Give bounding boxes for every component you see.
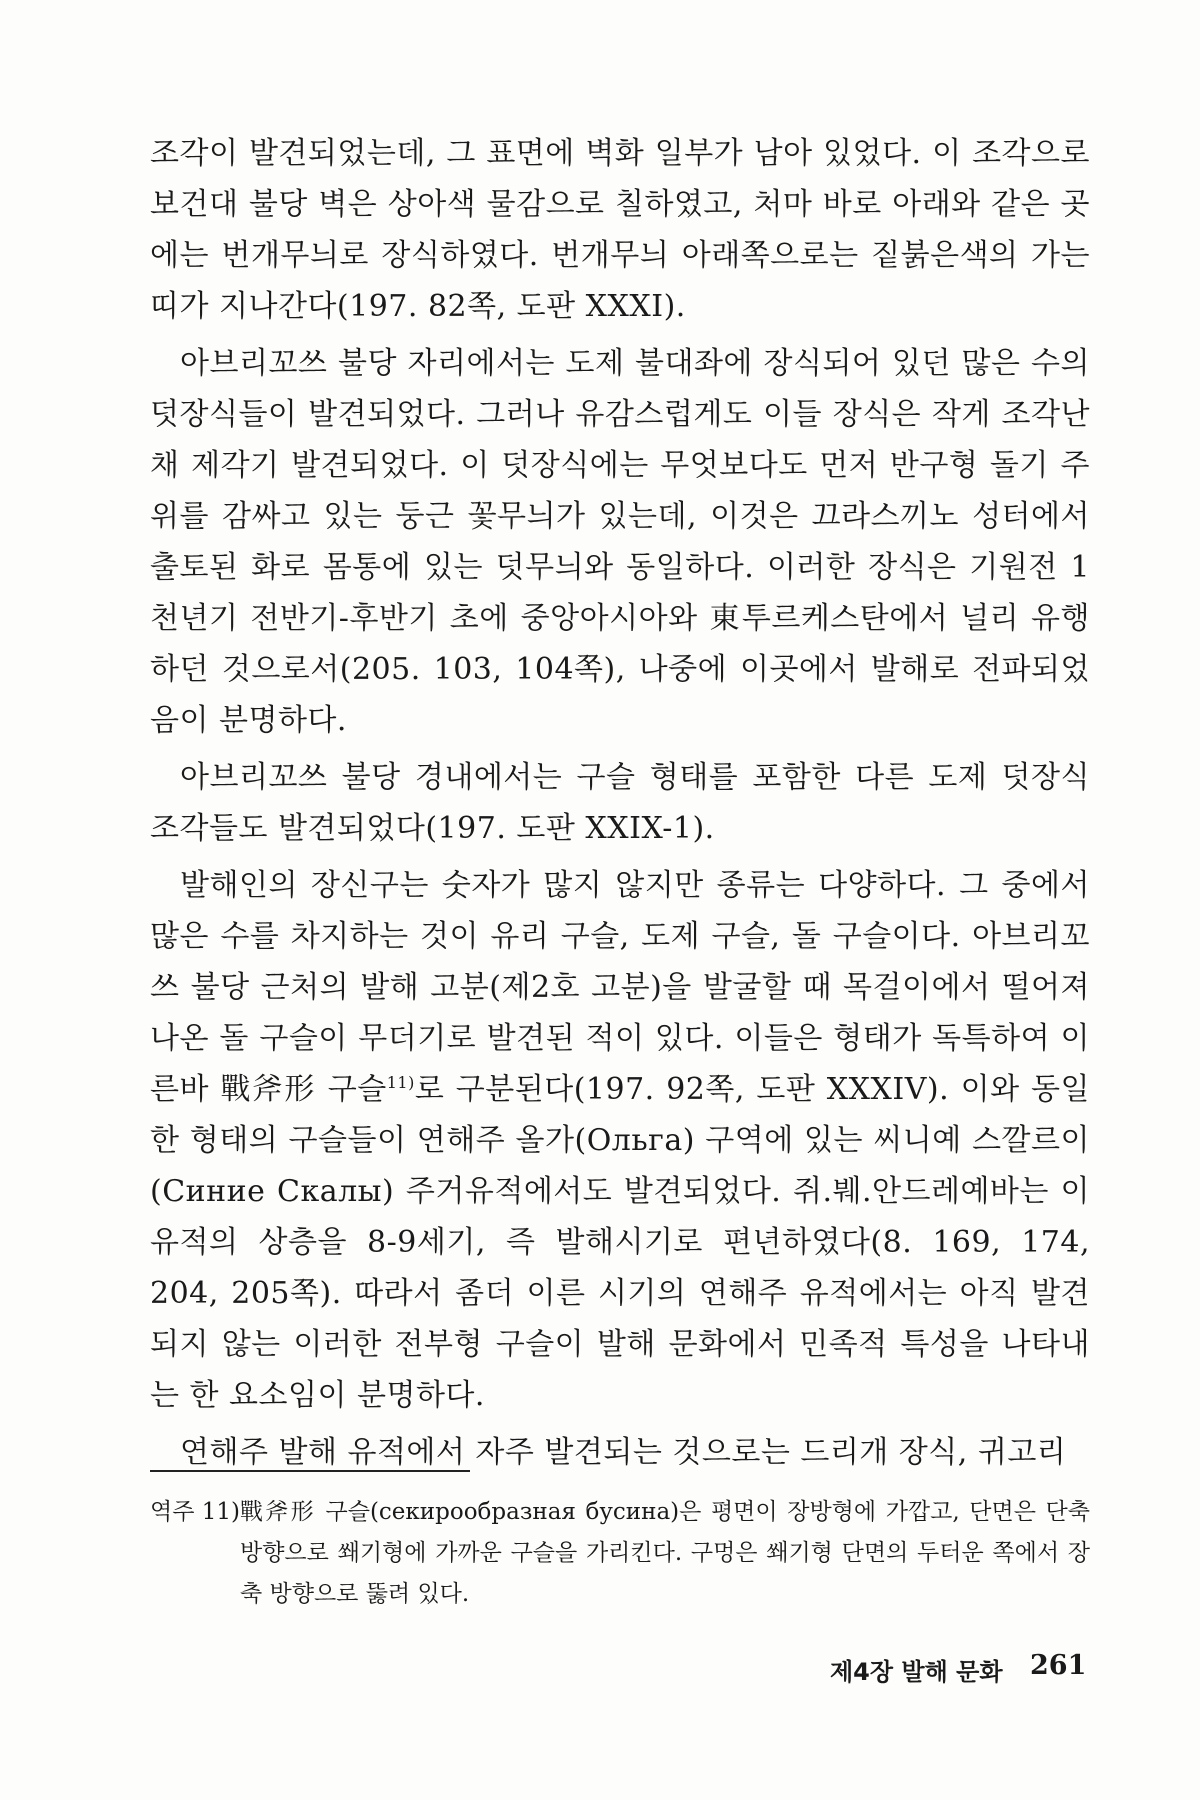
footnote-divider bbox=[150, 1470, 470, 1472]
running-footer-title: 제4장 발해 문화 bbox=[830, 1658, 1003, 1686]
footnote-label: 역주 11) bbox=[150, 1499, 240, 1525]
body-text bbox=[150, 128, 1090, 1478]
footnote-text: 戰斧形 구슬(секирообразная бусина)은 평면이 장방형에 가깝고, 단면은 단축 방향으로 쐐기형에 가까운 구슬을 가리킨다. 구멍은 쐐기형 단면의 두터운 쪽에서 장축 방향으로 뚫려 있다. bbox=[240, 1499, 1090, 1607]
paragraph-5: 연해주 발해 유적에서 자주 발견되는 것으로는 드리개 장식, 귀고리 bbox=[180, 1435, 1067, 1470]
paragraph-4-text-after-note: 로 구분된다(197. 92쪽, 도판 XXXIV). 이와 동일한 형태의 구슬들이 연해주 올가(Ольга) 구역에 있는 씨니예 스깔르이(Синие Скалы) 주거유적에서도 발견되었다. 쥐.붸.안드레예바는 이 유적의 상층을 8-9세기, 즉 발해시기로 편년하였다(8. 169, 174, 204, 205쪽). 따라서 좀더 이른 시기의 연해주 유적에서는 아직 발견되지 않는 이러한 전부형 구슬이 발해 문화에서 민족적 특성을 나타내는 한 요소임이 분명하다. bbox=[150, 1072, 1091, 1413]
footnote-reference: 11) bbox=[386, 1073, 415, 1092]
paragraph-4-text-before-note: 발해인의 장신구는 숫자가 많지 않지만 종류는 다양하다. 그 중에서 많은 수를 차지하는 것이 유리 구슬, 도제 구슬, 돌 구슬이다. 아브리꼬쓰 불당 근처의 발해 고분(제2호 고분)을 발굴할 때 목걸이에서 떨어져 나온 돌 구슬이 무더기로 발견된 적이 있다. 이들은 형태가 독특하여 이른바 戰斧形 구슬 bbox=[150, 868, 1090, 1107]
paragraph-1: 조각이 발견되었는데, 그 표면에 벽화 일부가 남아 있었다. 이 조각으로 보건대 불당 벽은 상아색 물감으로 칠하였고, 처마 바로 아래와 같은 곳에는 번개무늬로 장식하였다. 번개무늬 아래쪽으로는 짙붉은색의 가는 띠가 지나간다(197. 82쪽, 도판 XXXI). bbox=[150, 136, 1090, 324]
paragraph-2: 아브리꼬쓰 불당 자리에서는 도제 불대좌에 장식되어 있던 많은 수의 덧장식들이 발견되었다. 그러나 유감스럽게도 이들 장식은 작게 조각난 채 제각기 발견되었다. 이 덧장식에는 무엇보다도 먼저 반구형 돌기 주위를 감싸고 있는 둥근 꽃무늬가 있는데, 이것은 끄라스끼노 성터에서 출토된 화로 몸통에 있는 덧무늬와 동일하다. 이러한 장식은 기원전 1천년기 전반기-후반기 초에 중앙아시아와 東투르케스탄에서 널리 유행하던 것으로서(205. 103, 104쪽), 나중에 이곳에서 발해로 전파되었음이 분명하다. bbox=[150, 346, 1090, 738]
footnote bbox=[150, 1492, 1090, 1615]
paragraph-3: 아브리꼬쓰 불당 경내에서는 구슬 형태를 포함한 다른 도제 덧장식 조각들도 발견되었다(197. 도판 XXIX-1). bbox=[150, 760, 1090, 846]
paragraph-4 bbox=[150, 860, 1090, 1421]
page-number: 261 bbox=[1030, 1650, 1087, 1681]
